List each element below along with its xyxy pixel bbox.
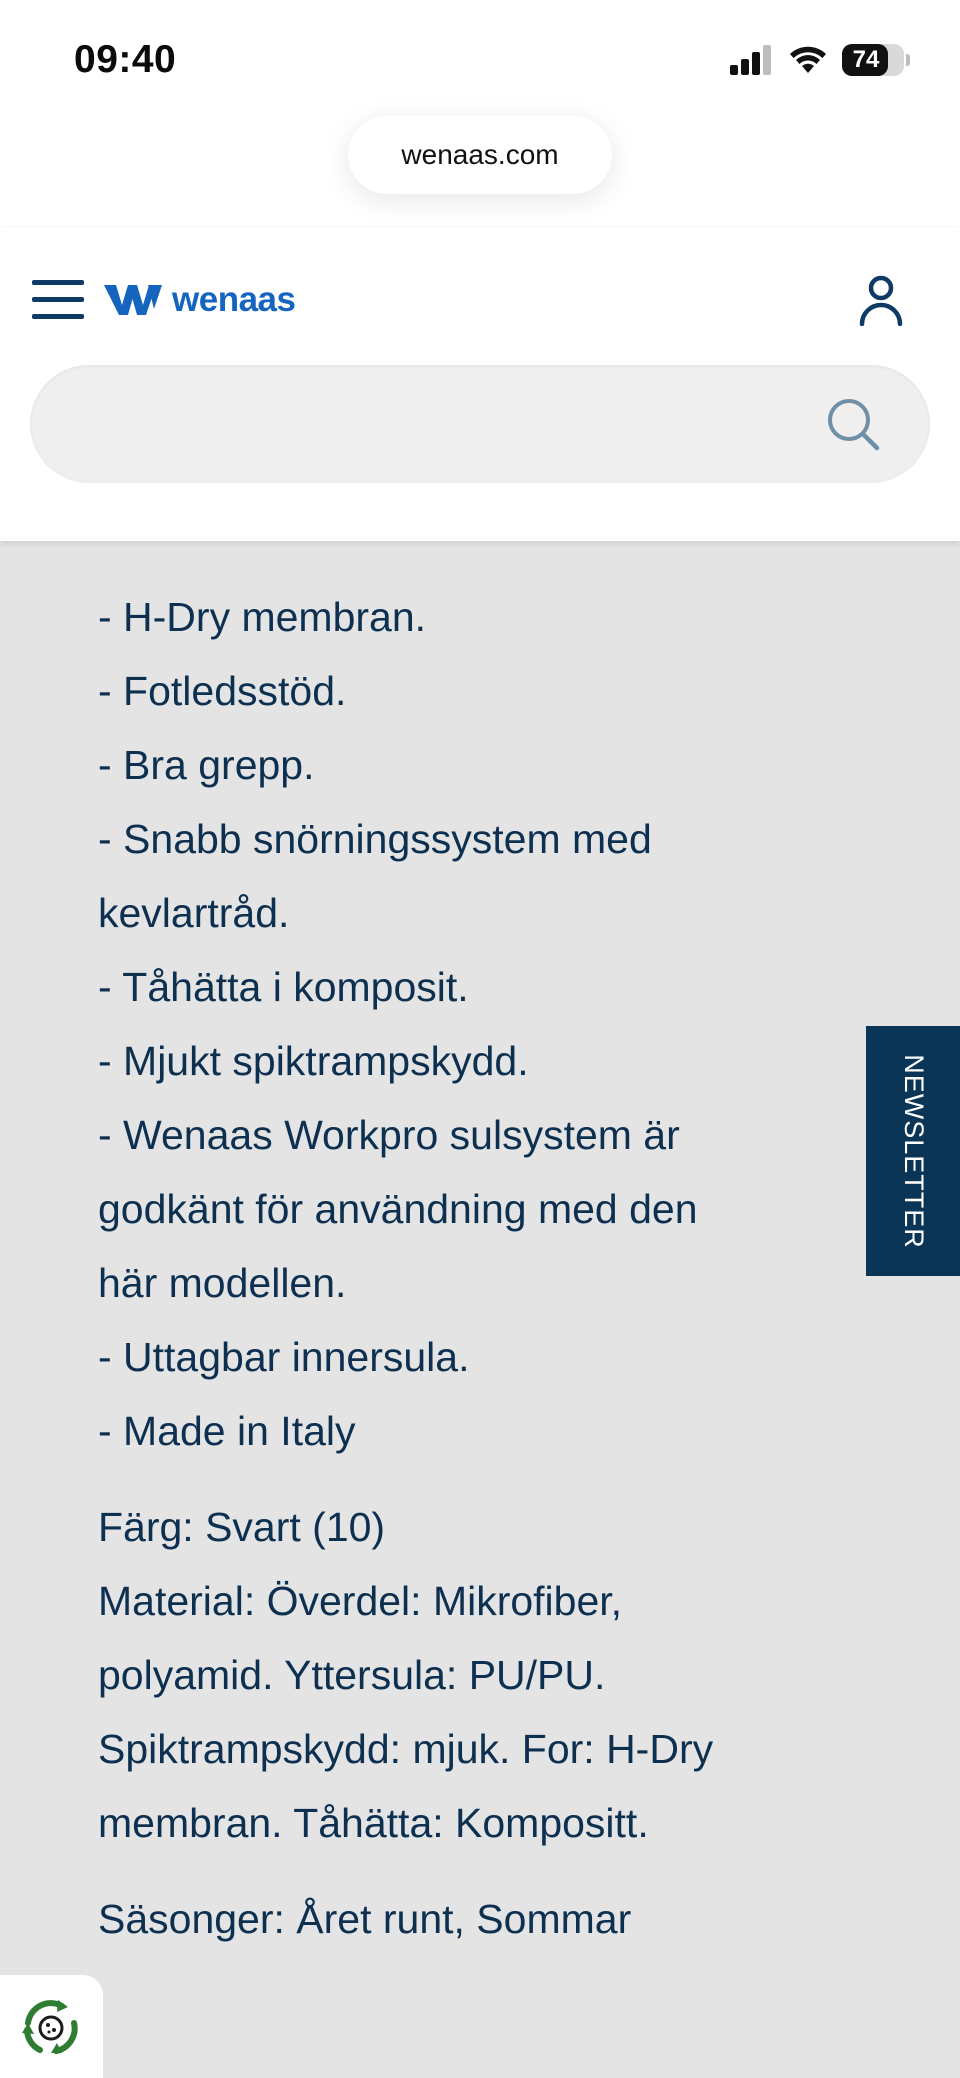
status-icons [730, 42, 910, 78]
brand-name: wenaas [172, 280, 296, 319]
feature-list [98, 580, 858, 1468]
account-icon[interactable] [858, 274, 904, 326]
battery-indicator [842, 44, 904, 76]
material-line: Spiktrampskydd: mjuk. For: H-Dry [98, 1726, 714, 1772]
hamburger-menu-icon[interactable] [32, 280, 84, 320]
feature-line: - H-Dry membran. [98, 594, 427, 640]
cookie-settings-button[interactable] [0, 1975, 103, 2078]
feature-line: - Fotledsstöd. [98, 668, 347, 714]
material-info [98, 1564, 858, 1860]
feature-line: - Snabb snörningssystem med [98, 816, 652, 862]
feature-line: godkänt för användning med den [98, 1186, 698, 1232]
feature-line: kevlartråd. [98, 890, 290, 936]
cellular-signal-icon [730, 45, 774, 75]
newsletter-label: NEWSLETTER [898, 1053, 929, 1249]
brand-logo[interactable] [104, 276, 295, 324]
feature-line: här modellen. [98, 1260, 347, 1306]
wifi-icon [788, 45, 828, 75]
browser-url-bar [0, 116, 960, 228]
feature-line: - Uttagbar innersula. [98, 1334, 470, 1380]
material-line: Material: Överdel: Mikrofiber, [98, 1578, 623, 1624]
product-description [98, 580, 858, 1956]
feature-line: - Mjukt spiktrampskydd. [98, 1038, 529, 1084]
wenaas-logo-mark-icon [104, 283, 164, 317]
status-bar [0, 0, 960, 116]
battery-percentage: 74 [852, 46, 880, 73]
url-pill[interactable]: wenaas.com [348, 116, 612, 194]
cookie-recycle-icon [18, 1997, 84, 2059]
material-line: membran. Tåhätta: Kompositt. [98, 1800, 649, 1846]
feature-line: - Tåhätta i komposit. [98, 964, 469, 1010]
seasons-info: Säsonger: Året runt, Sommar [98, 1896, 632, 1942]
feature-line: - Made in Italy [98, 1408, 356, 1454]
search-input[interactable] [70, 365, 830, 483]
search-bar [30, 365, 930, 483]
feature-line: - Bra grepp. [98, 742, 315, 788]
search-icon[interactable] [826, 397, 880, 451]
color-info: Färg: Svart (10) [98, 1504, 386, 1550]
feature-line: - Wenaas Workpro sulsystem är [98, 1112, 680, 1158]
status-time: 09:40 [74, 38, 177, 81]
material-line: polyamid. Yttersula: PU/PU. [98, 1652, 606, 1698]
spacer [98, 1468, 858, 1490]
spacer [98, 1860, 858, 1882]
battery-cap [906, 54, 910, 66]
newsletter-tab[interactable] [866, 1026, 960, 1276]
site-header [0, 228, 960, 541]
